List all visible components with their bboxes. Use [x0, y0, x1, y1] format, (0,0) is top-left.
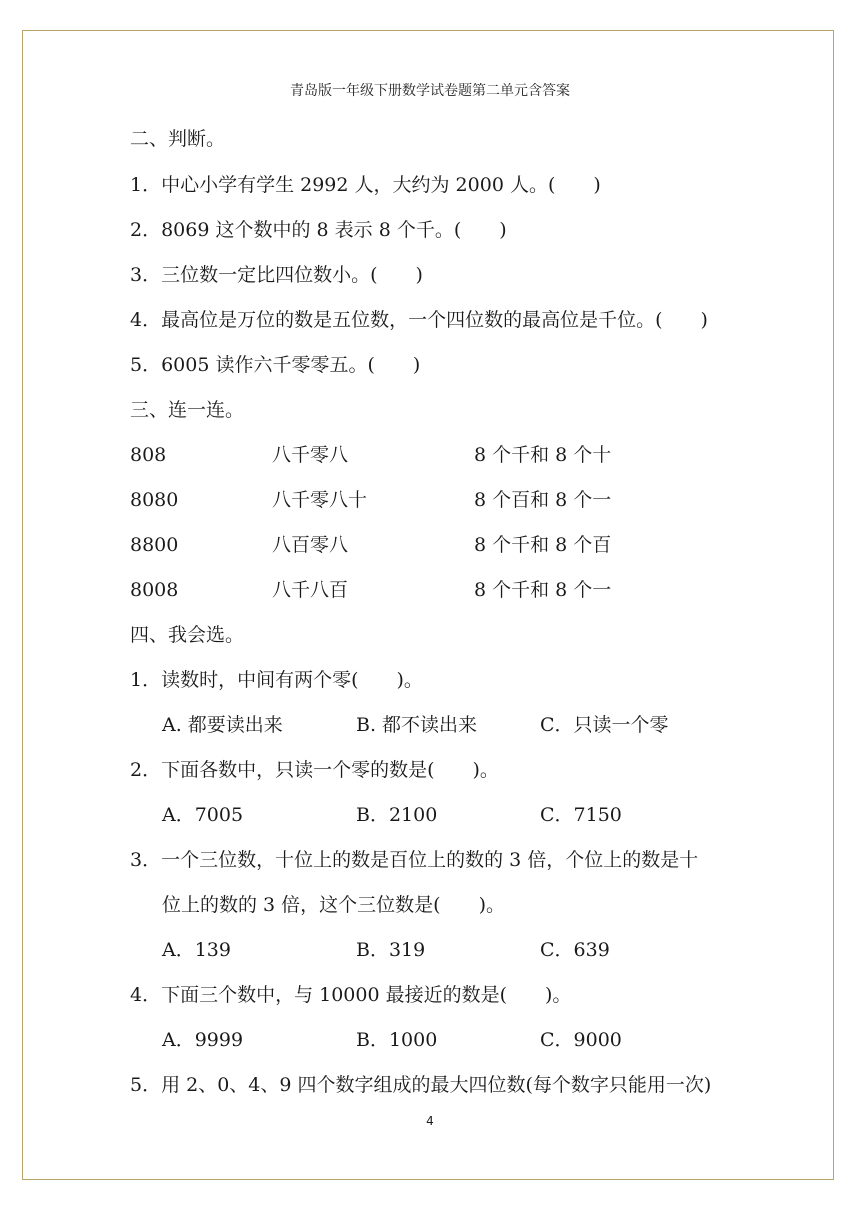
choice-option-a: A．139 — [162, 939, 231, 961]
choice-question-3-line1: 3．一个三位数，十位上的数是百位上的数的 3 倍，个位上的数是十 — [130, 849, 699, 871]
section-title-judge: 二、判断。 — [130, 128, 226, 150]
judge-item-3: 3．三位数一定比四位数小。( ) — [130, 264, 423, 286]
judge-item-2: 2．8069 这个数中的 8 表示 8 个千。( ) — [130, 219, 507, 241]
match-number: 808 — [130, 444, 167, 466]
page-header: 青岛版一年级下册数学试卷题第二单元含答案 — [290, 83, 570, 99]
choice-option-b: B．1000 — [356, 1029, 438, 1051]
match-number: 8800 — [130, 534, 179, 556]
match-reading: 八百零八 — [272, 534, 349, 556]
choice-question-3-line2: 位上的数的 3 倍，这个三位数是( )。 — [162, 894, 505, 916]
match-reading: 八千八百 — [272, 579, 349, 601]
choice-option-c: C．9000 — [540, 1029, 622, 1051]
choice-question-2: 2．下面各数中，只读一个零的数是( )。 — [130, 759, 499, 781]
choice-option-c: C．7150 — [540, 804, 622, 826]
page-border — [22, 30, 834, 1180]
judge-item-1: 1．中心小学有学生 2992 人，大约为 2000 人。( ) — [130, 174, 601, 196]
choice-option-b: B. 都不读出来 — [356, 714, 478, 736]
match-meaning: 8 个百和 8 个一 — [474, 489, 612, 511]
match-reading: 八千零八 — [272, 444, 349, 466]
match-meaning: 8 个千和 8 个十 — [474, 444, 612, 466]
choice-question-4: 4．下面三个数中，与 10000 最接近的数是( )。 — [130, 984, 572, 1006]
choice-option-a: A．9999 — [162, 1029, 244, 1051]
section-title-match: 三、连一连。 — [130, 399, 245, 421]
section-title-choose: 四、我会选。 — [130, 624, 245, 646]
choice-option-c: C．只读一个零 — [540, 714, 669, 736]
choice-option-b: B．2100 — [356, 804, 438, 826]
judge-item-4: 4．最高位是万位的数是五位数，一个四位数的最高位是千位。( ) — [130, 309, 708, 331]
judge-item-5: 5．6005 读作六千零零五。( ) — [130, 354, 421, 376]
choice-option-b: B．319 — [356, 939, 426, 961]
choice-option-a: A. 都要读出来 — [162, 714, 283, 736]
match-number: 8008 — [130, 579, 179, 601]
match-meaning: 8 个千和 8 个百 — [474, 534, 612, 556]
page-number: 4 — [426, 1114, 434, 1128]
choice-option-a: A．7005 — [162, 804, 244, 826]
match-number: 8080 — [130, 489, 179, 511]
choice-question-5: 5．用 2、0、4、9 四个数字组成的最大四位数(每个数字只能用一次) — [130, 1074, 712, 1096]
choice-question-1: 1．读数时，中间有两个零( )。 — [130, 669, 423, 691]
match-reading: 八千零八十 — [272, 489, 368, 511]
choice-option-c: C．639 — [540, 939, 610, 961]
match-meaning: 8 个千和 8 个一 — [474, 579, 612, 601]
